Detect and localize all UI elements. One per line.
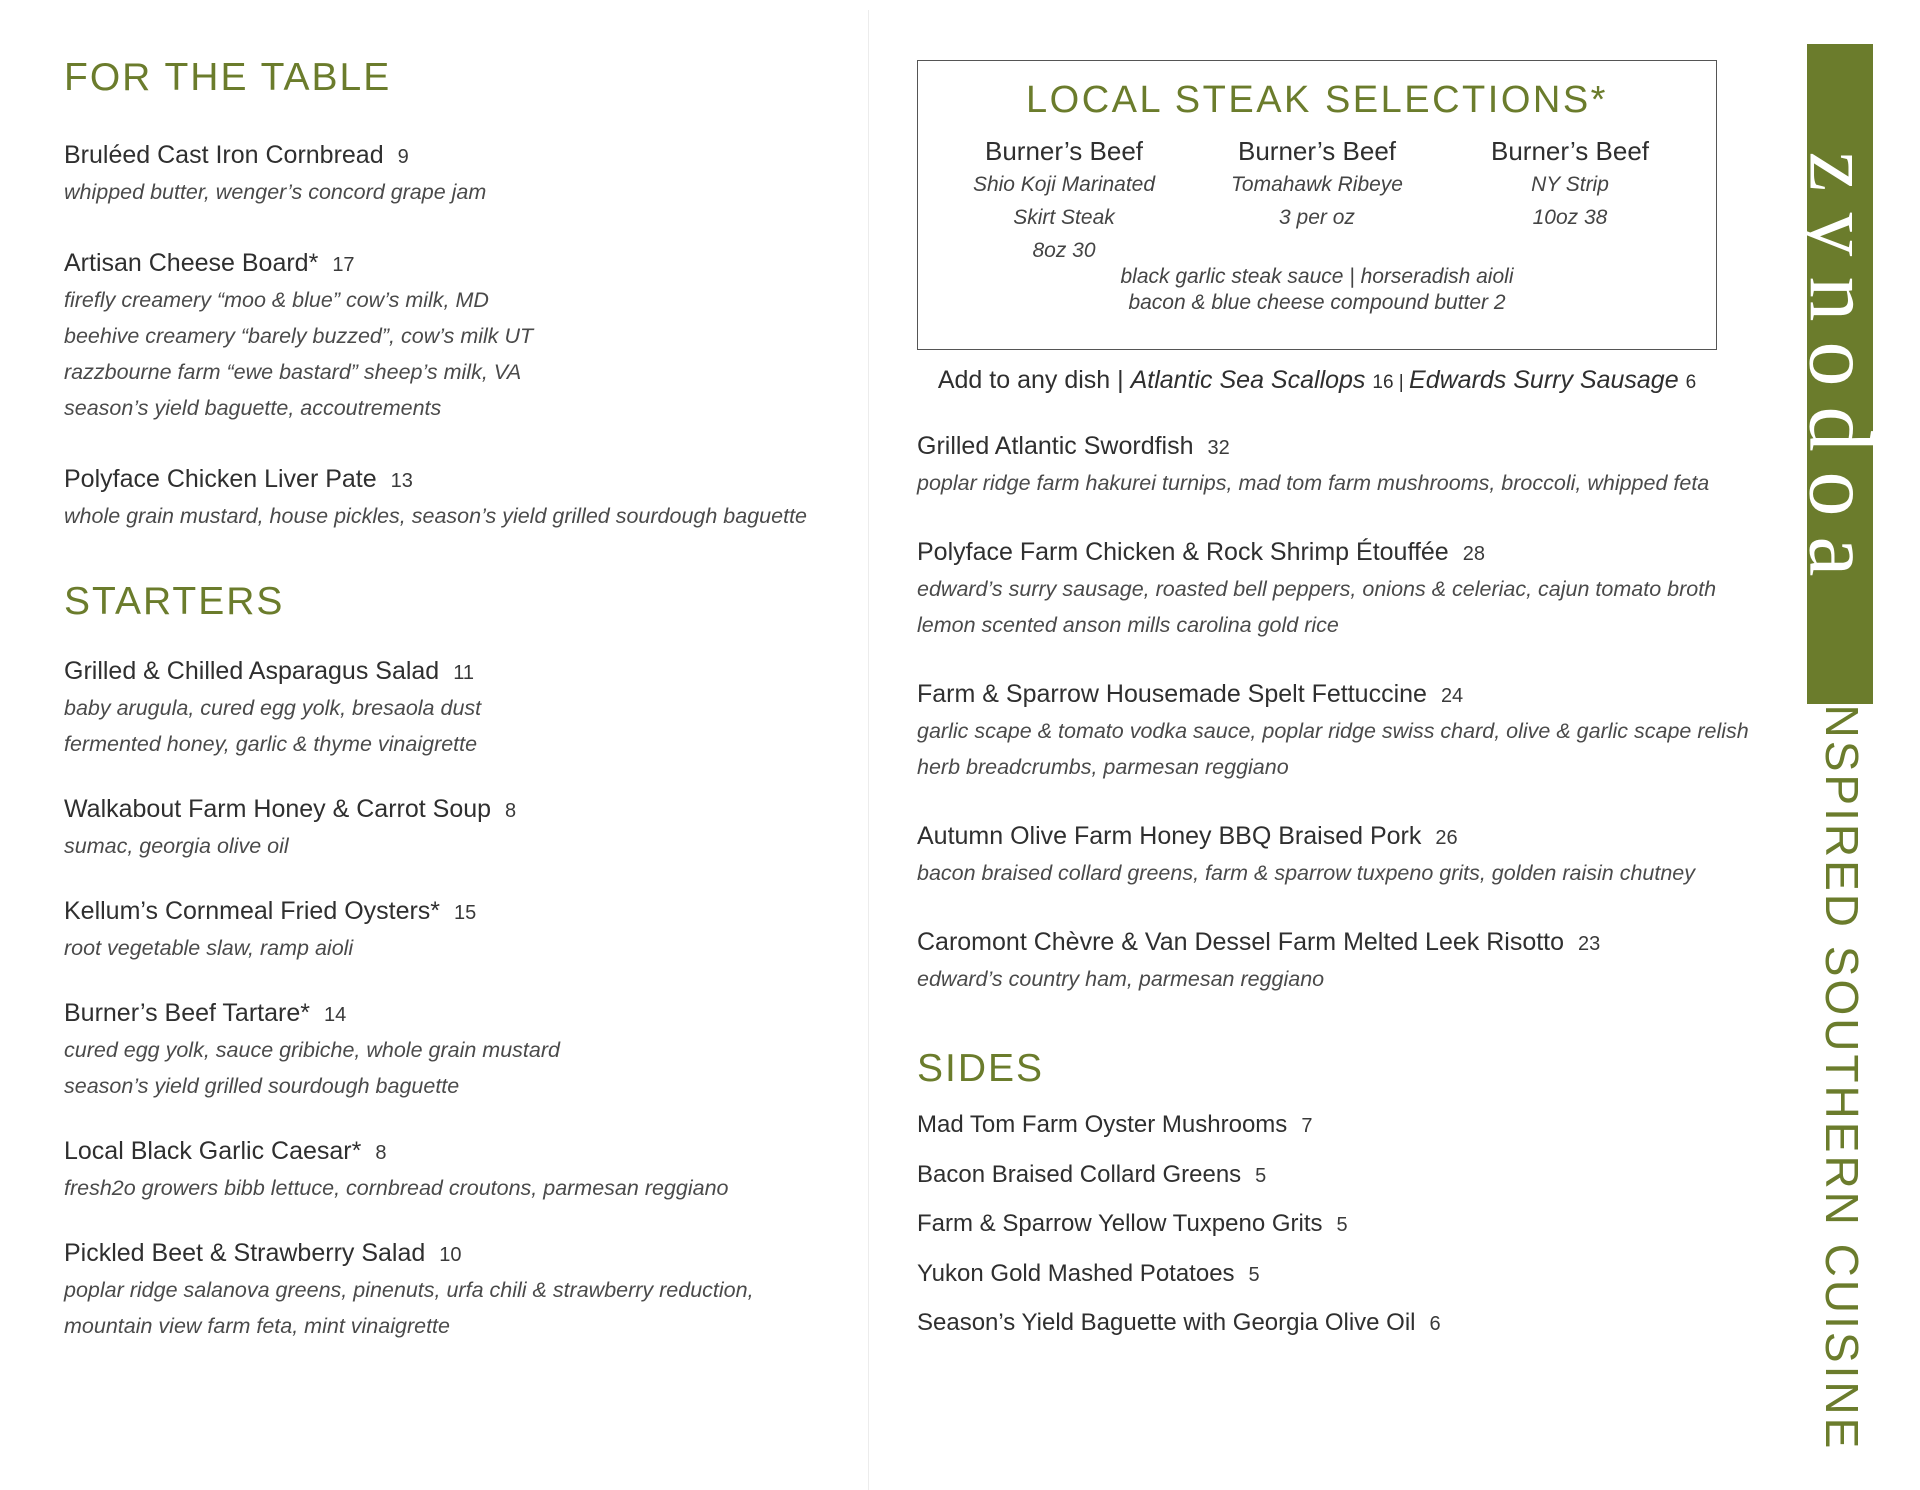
item-description: razzbourne farm “ewe bastard” sheep’s milk, VA: [64, 360, 522, 384]
steak-name: Burner’s Beef: [1237, 136, 1397, 166]
side-name: Season’s Yield Baguette with Georgia Olive Oil: [917, 1309, 1416, 1336]
item-description: poplar ridge farm hakurei turnips, mad tom farm mushrooms, broccoli, whipped feta: [917, 471, 1710, 495]
item-name: Local Black Garlic Caesar*: [64, 1137, 362, 1165]
side-price: 7: [1301, 1115, 1313, 1137]
menu-item: [64, 1134, 864, 1206]
side-item: [917, 1250, 1787, 1300]
left-menu-column: [64, 56, 864, 1344]
addon-price: 16 |: [1372, 372, 1410, 393]
addon-price: 6: [1685, 372, 1697, 393]
item-description: lemon scented anson mills carolina gold rice: [917, 613, 1339, 637]
steak-option: [954, 134, 1174, 267]
menu-item: [917, 677, 1787, 785]
side-name: Bacon Braised Collard Greens: [917, 1160, 1242, 1188]
item-price: 13: [390, 470, 413, 492]
item-description: baby arugula, cured egg yolk, bresaola dust: [64, 696, 482, 720]
item-price: 28: [1462, 543, 1485, 565]
addon-prefix: Add to any dish |: [937, 366, 1131, 394]
menu-item: [64, 654, 864, 762]
item-price: 8: [375, 1142, 387, 1164]
steak-option: [1207, 134, 1427, 267]
page-divider: [868, 10, 869, 1490]
item-description: garlic scape & tomato vodka sauce, poplar ridge swiss chard, olive & garlic scape relish: [917, 719, 1749, 743]
item-price: 11: [453, 662, 474, 684]
side-price: 6: [1429, 1313, 1441, 1335]
item-description: beehive creamery “barely buzzed”, cow’s milk UT: [64, 324, 534, 348]
side-name: Farm & Sparrow Yellow Tuxpeno Grits: [917, 1210, 1323, 1237]
item-description: herb breadcrumbs, parmesan reggiano: [917, 755, 1289, 779]
steak-sauce-line: black garlic steak sauce | horseradish aioli: [1120, 265, 1514, 288]
steak-detail: NY Strip: [1531, 173, 1609, 196]
item-description: cured egg yolk, sauce gribiche, whole grain mustard: [64, 1038, 560, 1062]
item-name: Farm & Sparrow Housemade Spelt Fettuccine: [917, 680, 1427, 708]
steak-name: Burner’s Beef: [1490, 136, 1650, 166]
side-item: [917, 1151, 1787, 1201]
item-price: 23: [1578, 933, 1601, 955]
item-price: 32: [1207, 437, 1230, 459]
steak-detail: Tomahawk Ribeye: [1231, 173, 1403, 196]
item-price: 9: [397, 146, 409, 168]
side-item: [917, 1200, 1787, 1250]
item-description: edward’s country ham, parmesan reggiano: [917, 967, 1325, 991]
side-price: 5: [1255, 1164, 1267, 1187]
side-price: 5: [1248, 1263, 1260, 1286]
menu-item: [917, 819, 1787, 891]
menu-item: [64, 996, 864, 1104]
item-description: fermented honey, garlic & thyme vinaigrette: [64, 732, 478, 756]
steak-name: Burner’s Beef: [984, 136, 1144, 166]
addon-option: Atlantic Sea Scallops: [1130, 366, 1366, 394]
steak-addon-line: [917, 366, 1717, 395]
item-description: firefly creamery “moo & blue” cow’s milk, MD: [64, 288, 489, 312]
steak-detail: 8oz 30: [1032, 239, 1096, 262]
item-name: Grilled & Chilled Asparagus Salad: [64, 657, 440, 685]
item-name: Bruléed Cast Iron Cornbread: [64, 141, 384, 169]
steak-selections-box: [917, 60, 1717, 350]
item-name: Grilled Atlantic Swordfish: [917, 432, 1194, 460]
item-description: whipped butter, wenger’s concord grape jam: [64, 180, 487, 204]
section-heading-for-the-table: FOR THE TABLE: [64, 56, 392, 99]
right-menu-column: [917, 60, 1787, 1349]
side-name: Mad Tom Farm Oyster Mushrooms: [917, 1111, 1288, 1138]
steak-columns: [918, 122, 1716, 267]
section-heading-sides: SIDES: [917, 1047, 1045, 1090]
item-description: fresh2o growers bibb lettuce, cornbread croutons, parmesan reggiano: [64, 1176, 729, 1200]
item-price: 10: [439, 1244, 462, 1266]
item-price: 24: [1440, 685, 1464, 707]
item-price: 26: [1435, 827, 1458, 849]
menu-item: [917, 535, 1787, 643]
steak-sauce-line: bacon & blue cheese compound butter 2: [1128, 291, 1506, 314]
item-name: Caromont Chèvre & Van Dessel Farm Melted Leek Risotto: [917, 928, 1565, 956]
side-price: 5: [1336, 1214, 1348, 1236]
item-name: Polyface Farm Chicken & Rock Shrimp Étouffée: [917, 538, 1449, 566]
menu-item: [917, 429, 1787, 501]
sides-section: [917, 1047, 1787, 1349]
steak-detail: 3 per oz: [1279, 206, 1355, 229]
item-name: Polyface Chicken Liver Pate: [64, 465, 377, 493]
item-name: Autumn Olive Farm Honey BBQ Braised Pork: [917, 822, 1422, 850]
steak-title: LOCAL STEAK SELECTIONS*: [1026, 79, 1608, 121]
steak-detail: Skirt Steak: [1013, 206, 1115, 229]
item-price: 17: [332, 254, 355, 276]
side-item: [917, 1101, 1787, 1151]
brand-tagline: INSPIRED SOUTHERN CUISINE: [1816, 688, 1868, 1452]
item-description: root vegetable slaw, ramp aioli: [64, 936, 354, 960]
steak-option: [1460, 134, 1680, 267]
menu-item: [64, 792, 864, 864]
side-item: [917, 1299, 1787, 1349]
menu-item: [64, 138, 864, 210]
item-price: 14: [323, 1004, 347, 1026]
item-description: sumac, georgia olive oil: [64, 834, 289, 858]
item-description: poplar ridge salanova greens, pinenuts, urfa chili & strawberry reduction,: [64, 1278, 754, 1302]
item-name: Kellum’s Cornmeal Fried Oysters*: [64, 897, 441, 925]
item-description: mountain view farm feta, mint vinaigrette: [64, 1314, 450, 1338]
item-name: Pickled Beet & Strawberry Salad: [64, 1239, 426, 1267]
item-description: edward’s surry sausage, roasted bell peppers, onions & celeriac, cajun tomato broth: [917, 577, 1717, 601]
item-description: bacon braised collard greens, farm & sparrow tuxpeno grits, golden raisin chutney: [917, 861, 1695, 885]
item-description: season’s yield baguette, accoutrements: [64, 396, 442, 420]
brand-logo: zynodoa: [1790, 151, 1890, 597]
item-price: 15: [454, 902, 477, 924]
menu-item: [917, 925, 1787, 997]
item-name: Artisan Cheese Board*: [64, 249, 319, 277]
menu-item: [64, 894, 864, 966]
menu-item: [64, 246, 864, 426]
item-description: whole grain mustard, house pickles, season’s yield grilled sourdough baguette: [64, 504, 807, 528]
steak-detail: 10oz 38: [1532, 206, 1608, 229]
item-price: 8: [505, 800, 517, 822]
item-description: season’s yield grilled sourdough baguette: [64, 1074, 460, 1098]
menu-item: [64, 1236, 864, 1344]
item-name: Burner’s Beef Tartare*: [64, 999, 310, 1027]
steak-detail: Shio Koji Marinated: [972, 173, 1156, 196]
section-heading-starters: STARTERS: [64, 580, 285, 623]
menu-item: [64, 462, 864, 534]
addon-option: Edwards Surry Sausage: [1409, 366, 1679, 394]
side-name: Yukon Gold Mashed Potatoes: [917, 1259, 1235, 1287]
item-name: Walkabout Farm Honey & Carrot Soup: [64, 795, 492, 823]
